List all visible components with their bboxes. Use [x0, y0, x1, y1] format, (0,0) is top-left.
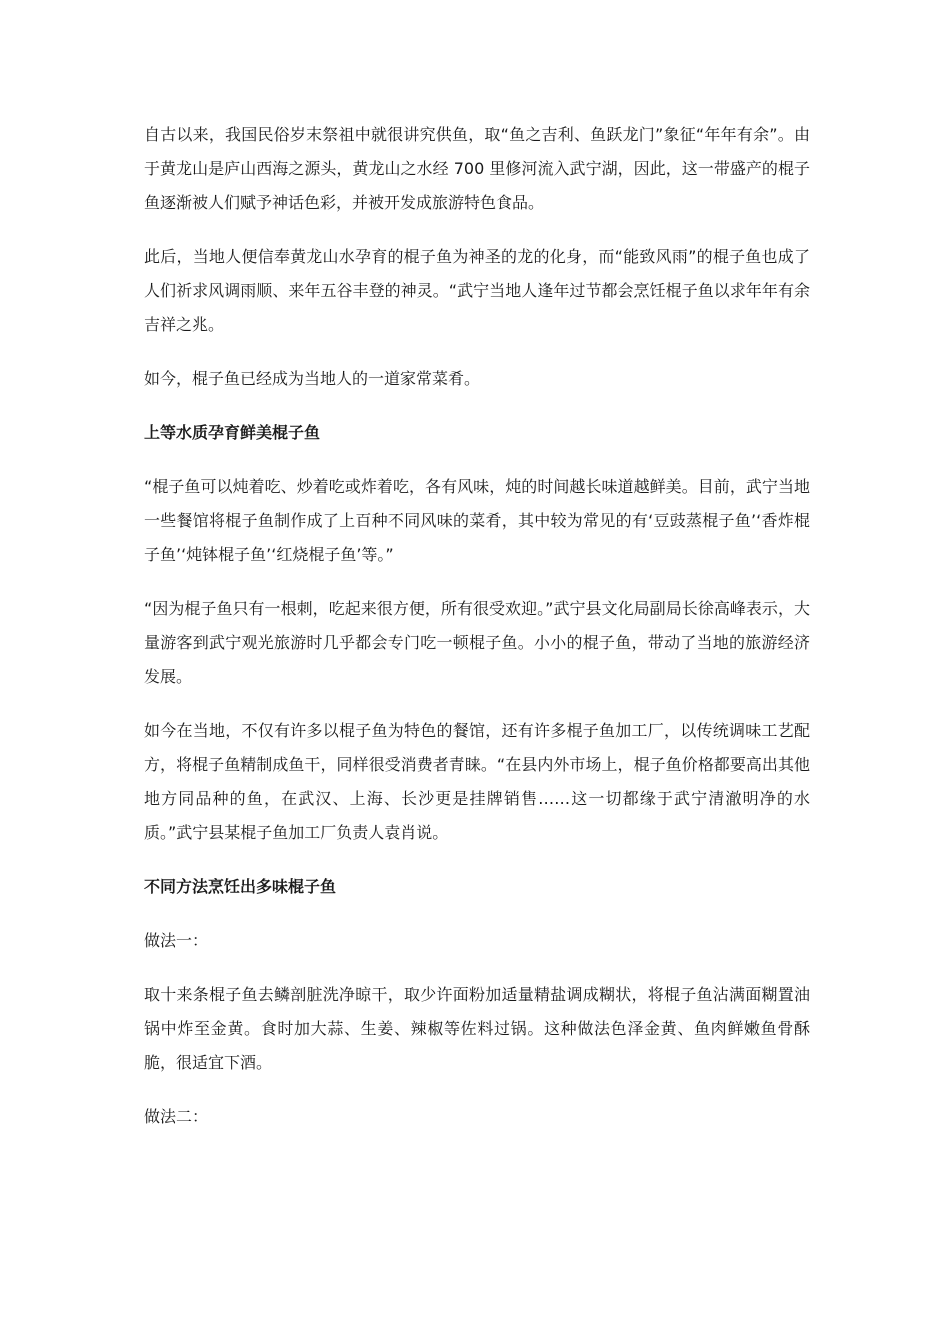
- paragraph: 此后，当地人便信奉黄龙山水孕育的棍子鱼为神圣的龙的化身，而“能致风雨”的棍子鱼也成了人们祈求风调雨顺、来年五谷丰登的神灵。“武宁当地人逢年过节都会烹饪棍子鱼以求年年有余吉祥之兆。: [144, 247, 810, 334]
- section-heading: 上等水质孕育鲜美棍子鱼: [144, 423, 321, 442]
- paragraph: 如今，棍子鱼已经成为当地人的一道家常菜肴。: [144, 369, 481, 388]
- paragraph: 取十来条棍子鱼去鳞剖脏洗净晾干，取少许面粉加适量精盐调成糊状，将棍子鱼沾满面糊置油锅中炸至金黄。食时加大蒜、生姜、辣椒等佐料过锅。这种做法色泽金黄、鱼肉鲜嫩鱼骨酥脆，很适宜下酒。: [144, 985, 810, 1072]
- paragraph: 自古以来，我国民俗岁末祭祖中就很讲究供鱼，取“鱼之吉利、鱼跃龙门”象征“年年有余”。由于黄龙山是庐山西海之源头，黄龙山之水经 700 里修河流入武宁湖，因此，这一带盛产的棍子鱼逐渐被人们赋予神话色彩，并被开发成旅游特色食品。: [144, 125, 810, 212]
- paragraph: 如今在当地，不仅有许多以棍子鱼为特色的餐馆，还有许多棍子鱼加工厂，以传统调味工艺配方，将棍子鱼精制成鱼干，同样很受消费者青睐。“在县内外市场上，棍子鱼价格都要高出其他地方同品种的鱼，在武汉、上海、长沙更是挂牌销售……这一切都缘于武宁清澈明净的水质。”武宁县某棍子鱼加工厂负责人袁肖说。: [144, 721, 810, 842]
- paragraph: “棍子鱼可以炖着吃、炒着吃或炸着吃，各有风味，炖的时间越长味道越鲜美。目前，武宁当地一些餐馆将棍子鱼制作成了上百种不同风味的菜肴，其中较为常见的有‘豆豉蒸棍子鱼’‘香炸棍子鱼’‘炖钵棍子鱼’‘红烧棍子鱼’等。”: [144, 477, 810, 564]
- method-label: 做法一：: [144, 931, 209, 950]
- paragraph: “因为棍子鱼只有一根刺，吃起来很方便，所有很受欢迎。”武宁县文化局副局长徐高峰表示，大量游客到武宁观光旅游时几乎都会专门吃一顿棍子鱼。小小的棍子鱼，带动了当地的旅游经济发展。: [144, 599, 810, 686]
- section-heading: 不同方法烹饪出多味棍子鱼: [144, 877, 337, 896]
- document-body: [144, 118, 810, 1154]
- method-label: 做法二：: [144, 1107, 209, 1126]
